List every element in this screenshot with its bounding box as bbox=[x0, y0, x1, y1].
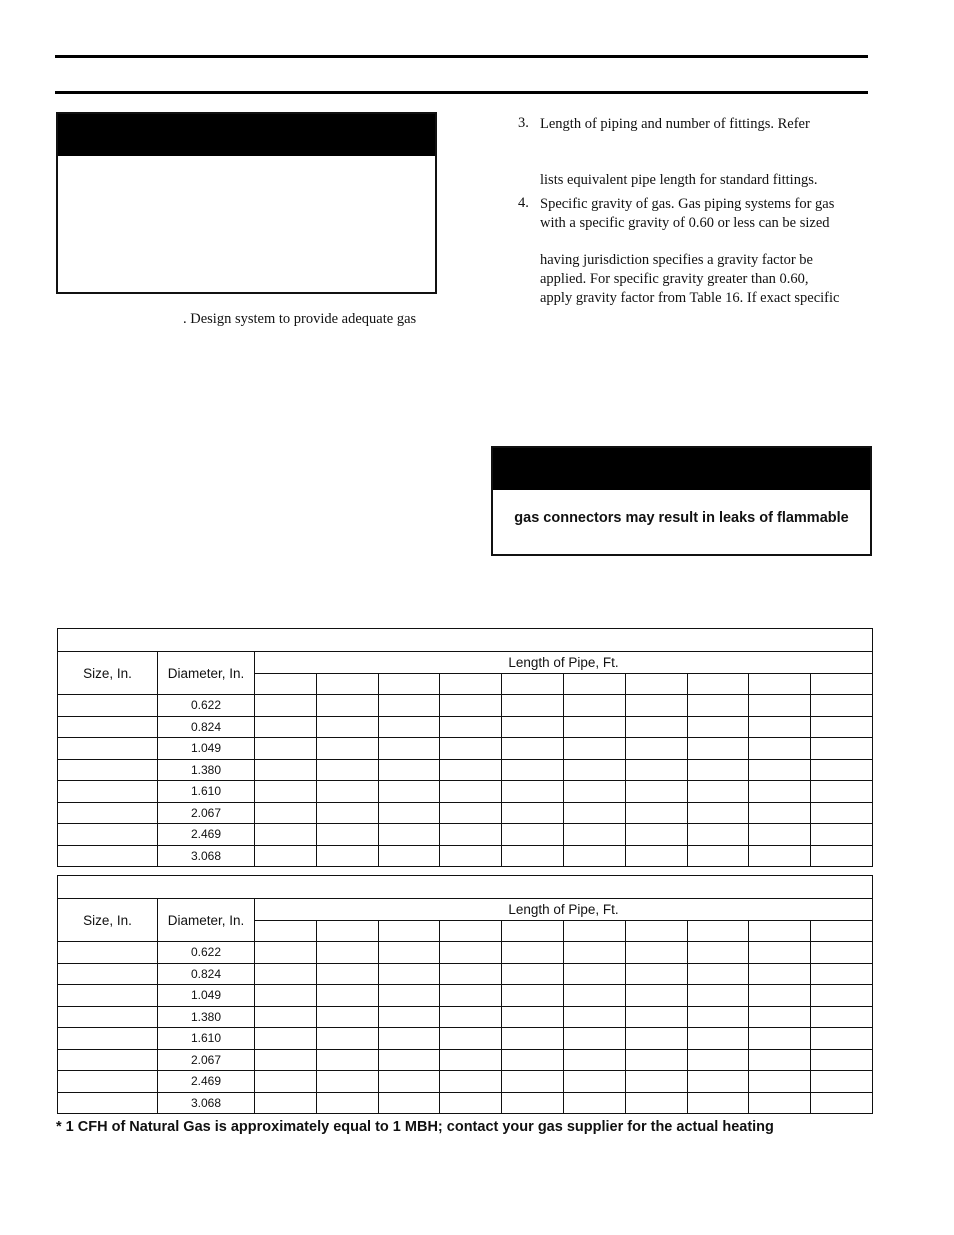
capacity-cell bbox=[378, 695, 440, 717]
capacity-cell bbox=[255, 759, 317, 781]
capacity-cell bbox=[811, 1092, 873, 1114]
capacity-cell bbox=[255, 738, 317, 760]
table-row bbox=[58, 781, 873, 803]
capacity-cell bbox=[563, 759, 625, 781]
capacity-cell bbox=[440, 824, 502, 846]
capacity-cell bbox=[440, 1092, 502, 1114]
capacity-cell bbox=[502, 781, 564, 803]
capacity-cell bbox=[502, 942, 564, 964]
capacity-cell bbox=[563, 802, 625, 824]
item4-line2: with a specific gravity of 0.60 or less can be sized bbox=[540, 215, 830, 231]
capacity-cell bbox=[316, 738, 378, 760]
warning-header-bar bbox=[493, 448, 870, 490]
inside-diameter-cell: 0.824 bbox=[158, 963, 255, 985]
capacity-cell bbox=[255, 1006, 317, 1028]
capacity-cell bbox=[811, 1028, 873, 1050]
capacity-cell bbox=[687, 845, 749, 867]
capacity-cell bbox=[440, 781, 502, 803]
capacity-cell bbox=[255, 963, 317, 985]
capacity-cell bbox=[440, 942, 502, 964]
capacity-cell bbox=[563, 781, 625, 803]
capacity-cell bbox=[378, 759, 440, 781]
table-row bbox=[58, 1071, 873, 1093]
capacity-cell bbox=[563, 824, 625, 846]
capacity-cell bbox=[316, 824, 378, 846]
capacity-cell bbox=[378, 963, 440, 985]
capacity-cell bbox=[255, 1049, 317, 1071]
capacity-cell bbox=[563, 985, 625, 1007]
length-col-header bbox=[687, 674, 749, 695]
capacity-cell bbox=[811, 695, 873, 717]
left-paragraph-line: . Design system to provide adequate gas bbox=[183, 311, 417, 327]
diameter-header: Diameter, In. bbox=[158, 899, 255, 942]
capacity-cell bbox=[316, 985, 378, 1007]
capacity-cell bbox=[502, 1006, 564, 1028]
table-row bbox=[58, 695, 873, 717]
capacity-cell bbox=[440, 1028, 502, 1050]
capacity-cell bbox=[378, 985, 440, 1007]
pipe-size-cell bbox=[58, 985, 158, 1007]
capacity-cell bbox=[502, 738, 564, 760]
capacity-cell bbox=[316, 1006, 378, 1028]
capacity-cell bbox=[811, 985, 873, 1007]
length-col-header bbox=[563, 674, 625, 695]
length-header: Length of Pipe, Ft. bbox=[255, 899, 873, 921]
inside-diameter-cell: 3.068 bbox=[158, 1092, 255, 1114]
capacity-cell bbox=[255, 942, 317, 964]
capacity-cell bbox=[687, 1092, 749, 1114]
capacity-cell bbox=[316, 759, 378, 781]
capacity-cell bbox=[811, 759, 873, 781]
capacity-cell bbox=[378, 738, 440, 760]
length-col-header bbox=[316, 921, 378, 942]
capacity-cell bbox=[502, 759, 564, 781]
table-row bbox=[58, 1006, 873, 1028]
capacity-cell bbox=[811, 716, 873, 738]
table-row bbox=[58, 963, 873, 985]
table-row bbox=[58, 716, 873, 738]
capacity-cell bbox=[316, 1071, 378, 1093]
size-header: Size, In. bbox=[58, 899, 158, 942]
warning-header-bar bbox=[58, 114, 435, 156]
capacity-cell bbox=[378, 845, 440, 867]
inside-diameter-cell: 1.049 bbox=[158, 985, 255, 1007]
capacity-cell bbox=[625, 1006, 687, 1028]
inside-diameter-cell: 1.380 bbox=[158, 1006, 255, 1028]
capacity-cell bbox=[502, 1049, 564, 1071]
pipe-size-cell bbox=[58, 759, 158, 781]
capacity-cell bbox=[687, 1028, 749, 1050]
capacity-cell bbox=[255, 695, 317, 717]
warning-text: gas connectors may result in leaks of flammable bbox=[514, 510, 849, 526]
capacity-cell bbox=[749, 824, 811, 846]
capacity-cell bbox=[502, 824, 564, 846]
capacity-cell bbox=[749, 1092, 811, 1114]
item4-line1: Specific gravity of gas. Gas piping systems for gas bbox=[540, 196, 835, 212]
length-col-header bbox=[255, 674, 317, 695]
capacity-cell bbox=[440, 963, 502, 985]
length-col-header bbox=[625, 674, 687, 695]
capacity-cell bbox=[749, 845, 811, 867]
capacity-cell bbox=[255, 845, 317, 867]
capacity-cell bbox=[811, 738, 873, 760]
length-col-header bbox=[811, 674, 873, 695]
capacity-cell bbox=[687, 781, 749, 803]
capacity-cell bbox=[563, 845, 625, 867]
item3-line1: Length of piping and number of fittings. Refer bbox=[540, 116, 810, 132]
length-col-header bbox=[749, 674, 811, 695]
capacity-cell bbox=[625, 695, 687, 717]
capacity-cell bbox=[749, 1006, 811, 1028]
capacity-cell bbox=[687, 738, 749, 760]
capacity-cell bbox=[749, 738, 811, 760]
capacity-cell bbox=[749, 1028, 811, 1050]
capacity-cell bbox=[316, 781, 378, 803]
capacity-cell bbox=[563, 738, 625, 760]
capacity-cell bbox=[687, 1071, 749, 1093]
capacity-cell bbox=[749, 963, 811, 985]
capacity-cell bbox=[625, 824, 687, 846]
capacity-cell bbox=[687, 963, 749, 985]
capacity-cell bbox=[378, 1028, 440, 1050]
capacity-cell bbox=[687, 985, 749, 1007]
capacity-cell bbox=[625, 963, 687, 985]
pipe-size-cell bbox=[58, 716, 158, 738]
capacity-cell bbox=[255, 1071, 317, 1093]
capacity-cell bbox=[749, 985, 811, 1007]
capacity-cell bbox=[502, 1028, 564, 1050]
capacity-cell bbox=[811, 1006, 873, 1028]
capacity-cell bbox=[687, 1049, 749, 1071]
capacity-cell bbox=[440, 759, 502, 781]
inside-diameter-cell: 1.610 bbox=[158, 1028, 255, 1050]
capacity-cell bbox=[563, 1092, 625, 1114]
inside-diameter-cell: 2.067 bbox=[158, 1049, 255, 1071]
capacity-cell bbox=[749, 942, 811, 964]
length-col-header bbox=[563, 921, 625, 942]
length-col-header bbox=[749, 921, 811, 942]
pipe-size-cell bbox=[58, 963, 158, 985]
capacity-cell bbox=[625, 845, 687, 867]
length-col-header bbox=[502, 921, 564, 942]
gas-pipe-capacity-table-2 bbox=[57, 875, 873, 1114]
capacity-cell bbox=[749, 781, 811, 803]
length-col-header bbox=[687, 921, 749, 942]
length-col-header bbox=[255, 921, 317, 942]
capacity-cell bbox=[378, 716, 440, 738]
inside-diameter-cell: 2.469 bbox=[158, 1071, 255, 1093]
length-col-header bbox=[378, 674, 440, 695]
capacity-cell bbox=[625, 1028, 687, 1050]
capacity-cell bbox=[749, 802, 811, 824]
table-row bbox=[58, 824, 873, 846]
capacity-cell bbox=[440, 695, 502, 717]
capacity-cell bbox=[255, 985, 317, 1007]
top-rule bbox=[55, 55, 868, 58]
capacity-cell bbox=[378, 1071, 440, 1093]
capacity-cell bbox=[316, 695, 378, 717]
capacity-cell bbox=[625, 1092, 687, 1114]
capacity-cell bbox=[625, 1049, 687, 1071]
capacity-cell bbox=[811, 963, 873, 985]
capacity-cell bbox=[440, 1071, 502, 1093]
table1-body bbox=[58, 695, 873, 867]
capacity-cell bbox=[687, 695, 749, 717]
inside-diameter-cell: 1.610 bbox=[158, 781, 255, 803]
pipe-size-cell bbox=[58, 1028, 158, 1050]
capacity-cell bbox=[378, 824, 440, 846]
pipe-size-cell bbox=[58, 845, 158, 867]
capacity-cell bbox=[749, 695, 811, 717]
capacity-cell bbox=[255, 1092, 317, 1114]
capacity-cell bbox=[563, 695, 625, 717]
capacity-cell bbox=[811, 845, 873, 867]
length-col-header bbox=[378, 921, 440, 942]
table-footnote: * 1 CFH of Natural Gas is approximately equal to 1 MBH; contact your gas supplier for the actual heating bbox=[56, 1119, 774, 1135]
length-col-header bbox=[316, 674, 378, 695]
table-caption-row bbox=[58, 629, 873, 652]
inside-diameter-cell: 0.824 bbox=[158, 716, 255, 738]
capacity-cell bbox=[440, 802, 502, 824]
capacity-cell bbox=[749, 1049, 811, 1071]
table-caption-row bbox=[58, 876, 873, 899]
capacity-cell bbox=[255, 1028, 317, 1050]
capacity-cell bbox=[316, 1028, 378, 1050]
length-col-header bbox=[811, 921, 873, 942]
capacity-cell bbox=[749, 759, 811, 781]
capacity-cell bbox=[811, 1071, 873, 1093]
capacity-cell bbox=[378, 942, 440, 964]
length-col-header bbox=[625, 921, 687, 942]
pipe-size-cell bbox=[58, 1092, 158, 1114]
capacity-cell bbox=[687, 942, 749, 964]
capacity-cell bbox=[687, 802, 749, 824]
inside-diameter-cell: 2.469 bbox=[158, 824, 255, 846]
pipe-size-cell bbox=[58, 1071, 158, 1093]
capacity-cell bbox=[811, 824, 873, 846]
table-row bbox=[58, 1092, 873, 1114]
capacity-cell bbox=[255, 716, 317, 738]
capacity-cell bbox=[687, 1006, 749, 1028]
capacity-cell bbox=[749, 1071, 811, 1093]
capacity-cell bbox=[378, 1006, 440, 1028]
table-row bbox=[58, 738, 873, 760]
capacity-cell bbox=[502, 985, 564, 1007]
capacity-cell bbox=[316, 963, 378, 985]
capacity-cell bbox=[563, 716, 625, 738]
list-number-4: 4. bbox=[518, 195, 529, 211]
capacity-cell bbox=[625, 802, 687, 824]
capacity-cell bbox=[378, 802, 440, 824]
length-col-header bbox=[502, 674, 564, 695]
capacity-cell bbox=[811, 1049, 873, 1071]
capacity-cell bbox=[563, 963, 625, 985]
table-row bbox=[58, 1028, 873, 1050]
warning-box-right bbox=[491, 446, 872, 556]
capacity-cell bbox=[502, 1092, 564, 1114]
pipe-size-cell bbox=[58, 942, 158, 964]
capacity-cell bbox=[563, 1028, 625, 1050]
size-header: Size, In. bbox=[58, 652, 158, 695]
capacity-cell bbox=[811, 942, 873, 964]
diameter-header: Diameter, In. bbox=[158, 652, 255, 695]
capacity-cell bbox=[440, 738, 502, 760]
capacity-cell bbox=[440, 1006, 502, 1028]
item4-line5: apply gravity factor from Table 16. If exact specific bbox=[540, 290, 840, 306]
table-row bbox=[58, 1049, 873, 1071]
capacity-cell bbox=[316, 942, 378, 964]
pipe-size-cell bbox=[58, 1049, 158, 1071]
list-number-3: 3. bbox=[518, 115, 529, 131]
warning-box-left bbox=[56, 112, 437, 294]
capacity-cell bbox=[316, 845, 378, 867]
length-col-header bbox=[440, 674, 502, 695]
capacity-cell bbox=[625, 942, 687, 964]
inside-diameter-cell: 0.622 bbox=[158, 942, 255, 964]
capacity-cell bbox=[502, 963, 564, 985]
capacity-cell bbox=[316, 1092, 378, 1114]
item4-line3: having jurisdiction specifies a gravity factor be bbox=[540, 252, 813, 268]
capacity-cell bbox=[255, 802, 317, 824]
pipe-size-cell bbox=[58, 695, 158, 717]
inside-diameter-cell: 2.067 bbox=[158, 802, 255, 824]
capacity-cell bbox=[316, 716, 378, 738]
capacity-cell bbox=[440, 985, 502, 1007]
capacity-cell bbox=[440, 1049, 502, 1071]
item4-line4: applied. For specific gravity greater than 0.60, bbox=[540, 271, 809, 287]
capacity-cell bbox=[563, 1006, 625, 1028]
capacity-cell bbox=[502, 1071, 564, 1093]
capacity-cell bbox=[378, 1049, 440, 1071]
capacity-cell bbox=[687, 824, 749, 846]
capacity-cell bbox=[502, 716, 564, 738]
pipe-size-cell bbox=[58, 738, 158, 760]
capacity-cell bbox=[378, 781, 440, 803]
capacity-cell bbox=[255, 824, 317, 846]
pipe-size-cell bbox=[58, 824, 158, 846]
capacity-cell bbox=[502, 802, 564, 824]
capacity-cell bbox=[625, 781, 687, 803]
gas-pipe-capacity-table-1 bbox=[57, 628, 873, 867]
table-row bbox=[58, 802, 873, 824]
capacity-cell bbox=[625, 985, 687, 1007]
table-row bbox=[58, 759, 873, 781]
capacity-cell bbox=[563, 942, 625, 964]
capacity-cell bbox=[378, 1092, 440, 1114]
capacity-cell bbox=[687, 759, 749, 781]
capacity-cell bbox=[440, 845, 502, 867]
capacity-cell bbox=[625, 759, 687, 781]
capacity-cell bbox=[316, 802, 378, 824]
capacity-cell bbox=[563, 1049, 625, 1071]
capacity-cell bbox=[811, 781, 873, 803]
capacity-cell bbox=[563, 1071, 625, 1093]
capacity-cell bbox=[440, 716, 502, 738]
header-rule bbox=[55, 91, 868, 94]
capacity-cell bbox=[502, 695, 564, 717]
pipe-size-cell bbox=[58, 781, 158, 803]
table-row bbox=[58, 985, 873, 1007]
capacity-cell bbox=[749, 716, 811, 738]
inside-diameter-cell: 1.380 bbox=[158, 759, 255, 781]
inside-diameter-cell: 3.068 bbox=[158, 845, 255, 867]
item3-line2: lists equivalent pipe length for standard fittings. bbox=[540, 172, 818, 188]
inside-diameter-cell: 1.049 bbox=[158, 738, 255, 760]
pipe-size-cell bbox=[58, 1006, 158, 1028]
table2-body bbox=[58, 942, 873, 1114]
inside-diameter-cell: 0.622 bbox=[158, 695, 255, 717]
length-col-header bbox=[440, 921, 502, 942]
length-header: Length of Pipe, Ft. bbox=[255, 652, 873, 674]
table-row bbox=[58, 845, 873, 867]
capacity-cell bbox=[687, 716, 749, 738]
capacity-cell bbox=[625, 738, 687, 760]
capacity-cell bbox=[625, 1071, 687, 1093]
capacity-cell bbox=[811, 802, 873, 824]
capacity-cell bbox=[502, 845, 564, 867]
capacity-cell bbox=[625, 716, 687, 738]
pipe-size-cell bbox=[58, 802, 158, 824]
capacity-cell bbox=[316, 1049, 378, 1071]
table-row bbox=[58, 942, 873, 964]
capacity-cell bbox=[255, 781, 317, 803]
